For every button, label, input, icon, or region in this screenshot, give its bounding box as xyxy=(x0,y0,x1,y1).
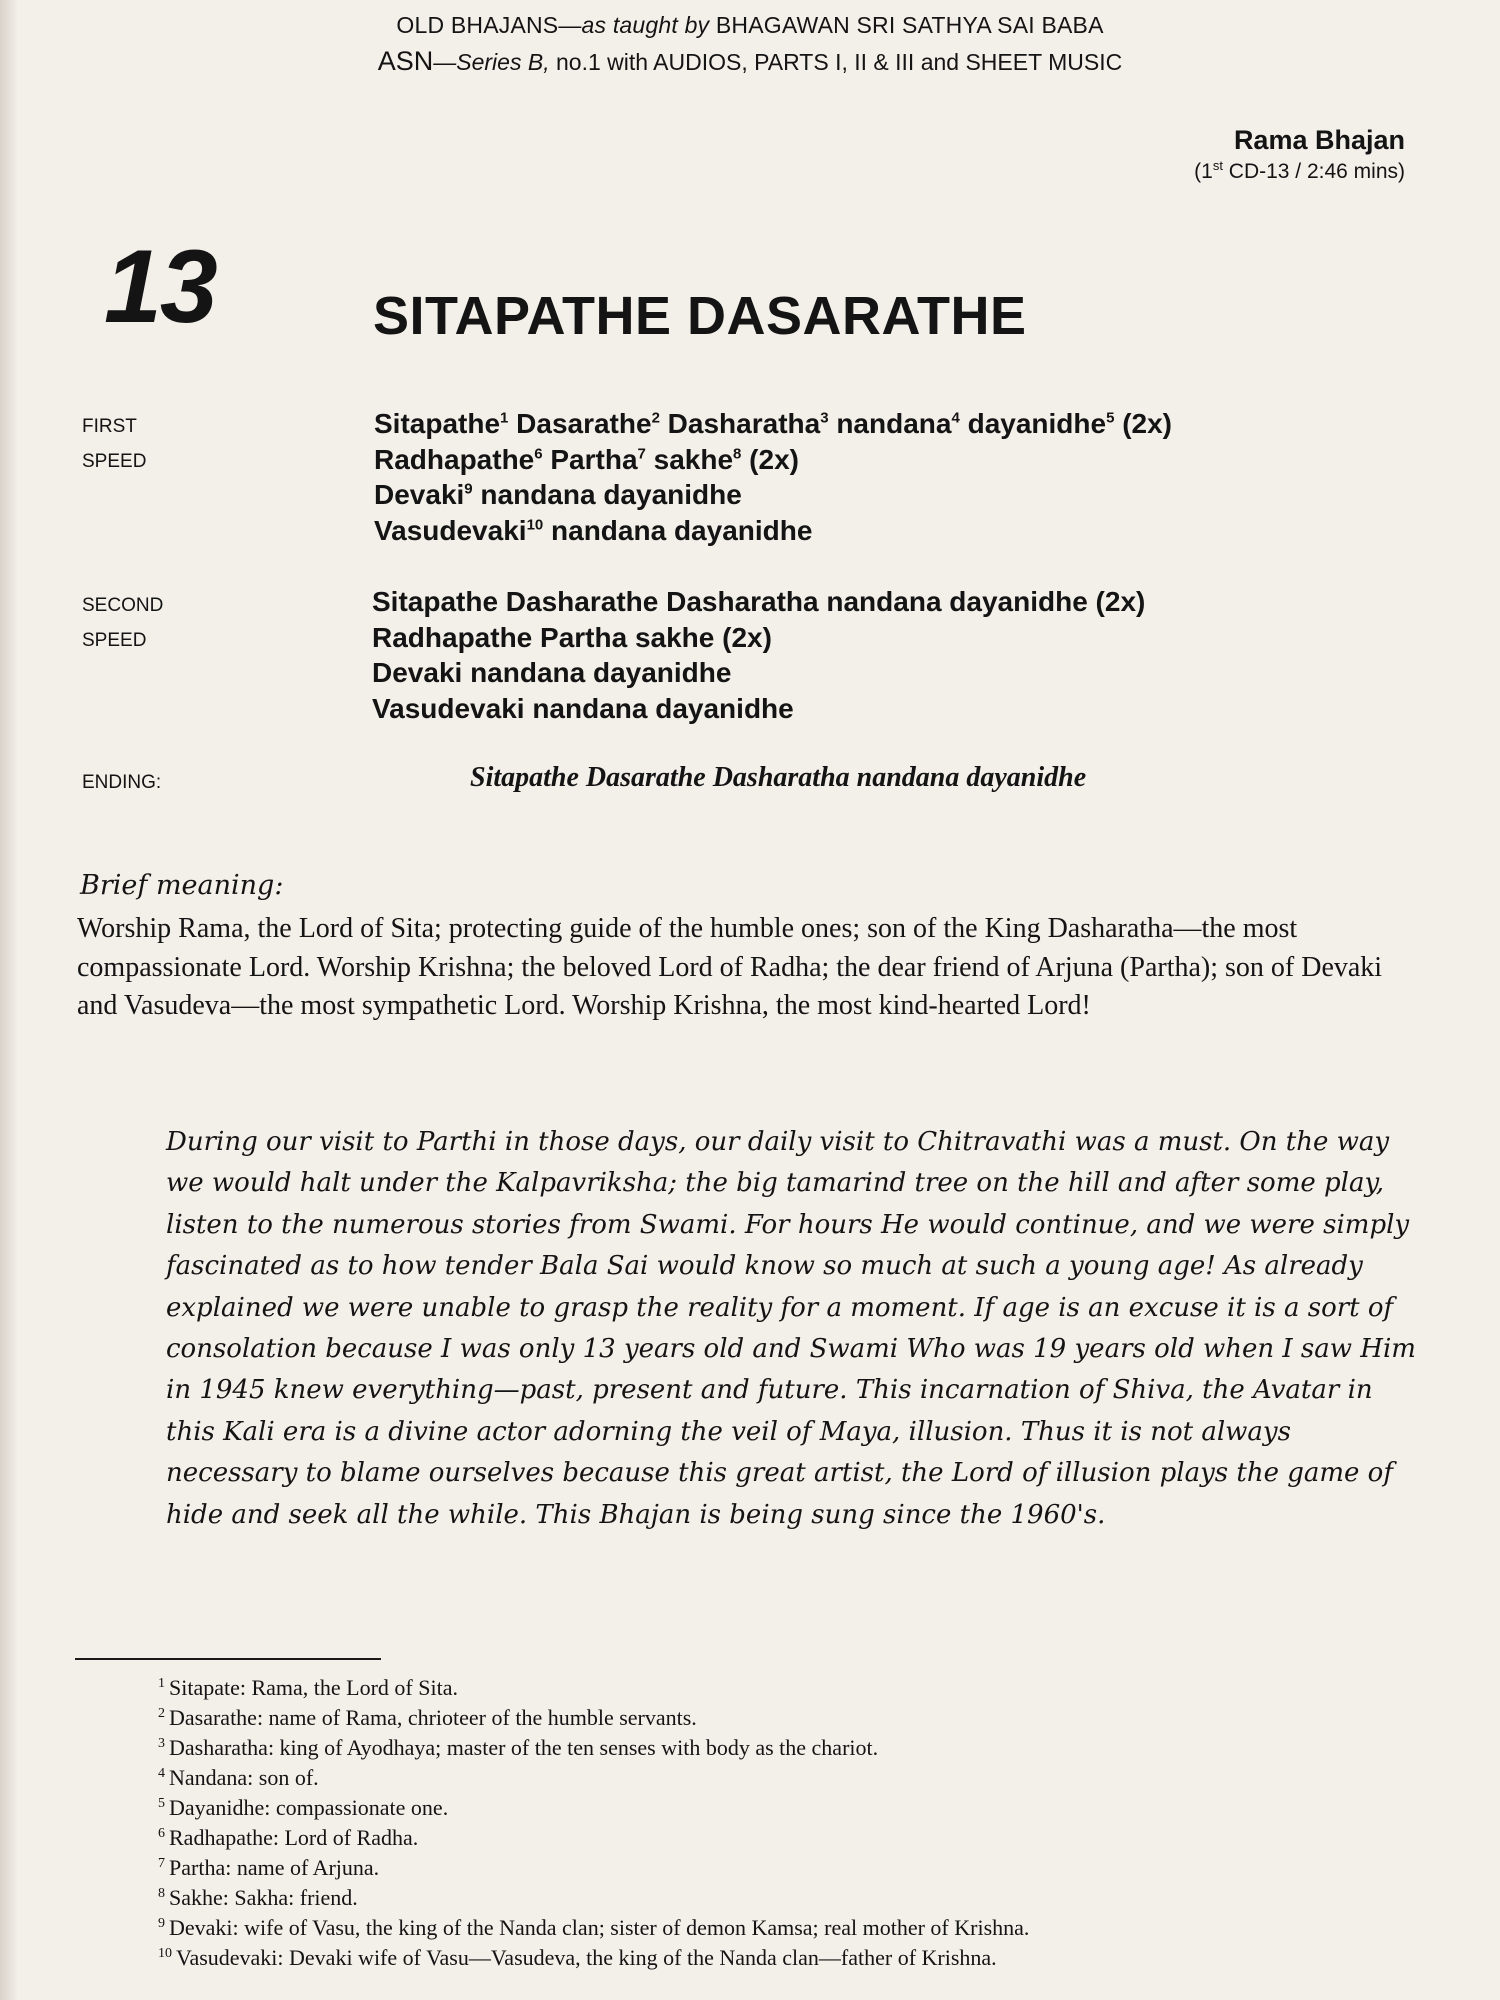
lyric-line xyxy=(374,442,1172,478)
lyric-word: Dasharatha xyxy=(659,408,821,439)
series-header-line2 xyxy=(0,46,1500,77)
lyric-line: Vasudevaki nandana dayanidhe xyxy=(372,692,794,724)
footnote-number: 6 xyxy=(158,1825,165,1841)
footnote-ref: 5 xyxy=(1106,409,1115,427)
lyric-word: sakhe xyxy=(645,443,734,475)
lyric-line: Devaki nandana dayanidhe xyxy=(372,657,732,688)
footnote-ref: 7 xyxy=(637,445,646,463)
lyric-word: Devaki xyxy=(374,479,465,510)
footnote-ref: 10 xyxy=(526,516,544,534)
bhajan-title: SITAPATHE DASARATHE xyxy=(373,286,1027,346)
footnote-ref: 4 xyxy=(951,409,960,427)
lyric-word: Dasarathe xyxy=(508,408,652,439)
footnote-text: Dasharatha: king of Ayodhaya; master of the ten senses with body as the chariot. xyxy=(169,1735,879,1760)
footnote-text: Sakhe: Sakha: friend. xyxy=(169,1885,358,1910)
footnote-text: Dasarathe: name of Rama, chrioteer of the humble servants. xyxy=(169,1705,697,1730)
footnote xyxy=(158,1763,1029,1793)
second-speed-label xyxy=(82,588,163,658)
footnote-number: 4 xyxy=(158,1765,165,1781)
bhajan-number: 13 xyxy=(104,229,216,345)
footnote xyxy=(158,1793,1029,1823)
header-text: ASN xyxy=(377,46,434,76)
footnote-number: 8 xyxy=(158,1885,165,1901)
series-header-line1 xyxy=(0,12,1500,39)
first-speed-label xyxy=(82,409,146,479)
cd-track-info xyxy=(1194,158,1405,184)
lyric-word: nandana xyxy=(828,408,952,439)
footnote-text: Radhapathe: Lord of Radha. xyxy=(169,1825,419,1850)
footnote xyxy=(158,1673,1029,1703)
cd-text: CD-13 / 2:46 mins) xyxy=(1222,160,1405,183)
footnote xyxy=(158,1883,1029,1913)
footnote-number: 9 xyxy=(158,1915,165,1931)
bhajan-category xyxy=(1194,125,1405,184)
footnote-ref: 1 xyxy=(500,409,509,427)
page-edge-shadow xyxy=(0,0,18,2000)
meaning-text: Worship Rama, the Lord of Sita; protecting guide of the humble ones; son of the King Dasharatha—the most compassionate Lord. Worship Krishna; the beloved Lord of Radha; the dear friend of Arjuna (Partha); son of Devaki and Vasudeva—the most sympathetic Lord. Worship Krishna, the most kind-hearted Lord! xyxy=(77,913,1383,1021)
second-speed-lyrics xyxy=(372,584,1145,726)
footnote-number: 2 xyxy=(158,1705,165,1721)
header-text: no.1 with AUDIOS, PARTS I, II & III and SHEET MUSIC xyxy=(549,49,1123,75)
lyric-word: Radhapathe xyxy=(374,443,535,475)
header-text: OLD BHAJANS— xyxy=(396,12,582,38)
footnote xyxy=(158,1823,1029,1853)
footnote-ref: 2 xyxy=(651,409,660,427)
footnote-divider xyxy=(75,1658,381,1660)
footnote-number: 1 xyxy=(158,1675,165,1691)
cd-ordinal: st xyxy=(1212,158,1223,173)
header-text-italic: —Series B, xyxy=(433,49,550,75)
footnote-number: 5 xyxy=(158,1795,165,1811)
footnote-ref: 6 xyxy=(534,445,543,463)
lyric-line xyxy=(374,406,1172,442)
ending-line: Sitapathe Dasarathe Dasharatha nandana dayanidhe xyxy=(470,762,1087,793)
footnote-text: Sitapate: Rama, the Lord of Sita. xyxy=(169,1675,458,1700)
footnote-text: Nandana: son of. xyxy=(169,1765,319,1790)
footnote xyxy=(158,1913,1029,1943)
footnote-ref: 8 xyxy=(733,445,742,463)
first-speed-lyrics xyxy=(374,406,1172,548)
category-title: Rama Bhajan xyxy=(1233,125,1405,155)
lyric-line xyxy=(374,477,1172,513)
lyric-line: Radhapathe Partha sakhe (2x) xyxy=(372,621,772,653)
footnote-number: 7 xyxy=(158,1855,165,1871)
label-line: FIRST xyxy=(82,416,137,437)
footnote-text: Partha: name of Arjuna. xyxy=(169,1855,380,1880)
lyric-word: nandana dayanidhe xyxy=(543,514,813,546)
lyric-word: Vasudevaki xyxy=(374,514,527,546)
cd-text: (1 xyxy=(1194,160,1213,183)
ending-label: ENDING: xyxy=(82,772,162,793)
footnote-text: Dayanidhe: compassionate one. xyxy=(169,1795,449,1820)
label-line: SPEED xyxy=(82,451,147,472)
lyric-word: (2x) xyxy=(741,443,799,475)
footnote-text: Devaki: wife of Vasu, the king of the Nanda clan; sister of demon Kamsa; real mother of Krishna. xyxy=(169,1915,1030,1940)
lyric-word: dayanidhe xyxy=(959,408,1107,439)
story-paragraph: During our visit to Parthi in those days, our daily visit to Chitravathi was a must. On the way we would halt under the Kalpavriksha; the big tamarind tree on the hill and after some play, listen to the numerous stories from Swami. For hours He would continue, and we were simply fascinated as to how tender Bala Sai would know so much at such a young age! As already explained we were unable to grasp the reality for a moment. If age is an excuse it is a sort of consolation because I was only 13 years old and Swami Who was 19 years old when I saw Him in 1945 knew everything—past, present and future. This incarnation of Shiva, the Avatar in this Kali era is a divine actor adorning the veil of Maya, illusion. Thus it is not always necessary to blame ourselves because this great artist, the Lord of illusion plays the game of hide and seek all the while. This Bhajan is being sung since the 1960's. xyxy=(166,1127,1416,1530)
footnote xyxy=(158,1943,1029,1973)
footnote-ref: 3 xyxy=(820,409,829,427)
lyric-line xyxy=(374,513,1172,549)
lyric-line: Sitapathe Dasharathe Dasharatha nandana dayanidhe (2x) xyxy=(372,586,1146,617)
header-text: BHAGAWAN SRI SATHYA SAI BABA xyxy=(709,12,1104,38)
header-text-italic: as taught by xyxy=(581,12,710,38)
footnote xyxy=(158,1853,1029,1883)
footnote-number: 10 xyxy=(158,1945,172,1961)
footnote-text: Vasudevaki: Devaki wife of Vasu—Vasudeva, the king of the Nanda clan—father of Krishna. xyxy=(176,1945,997,1970)
meaning-heading: Brief meaning: xyxy=(80,870,284,901)
footnote-ref: 9 xyxy=(464,480,473,498)
footnote xyxy=(158,1733,1029,1763)
footnote-number: 3 xyxy=(158,1735,165,1751)
lyric-word: nandana dayanidhe xyxy=(472,479,742,510)
label-line: SPEED xyxy=(82,630,147,651)
footnote xyxy=(158,1703,1029,1733)
lyric-word: Partha xyxy=(542,443,638,475)
lyric-word: (2x) xyxy=(1114,408,1172,439)
footnotes xyxy=(158,1673,1029,1973)
label-line: SECOND xyxy=(82,595,164,616)
lyric-word: Sitapathe xyxy=(374,408,501,439)
